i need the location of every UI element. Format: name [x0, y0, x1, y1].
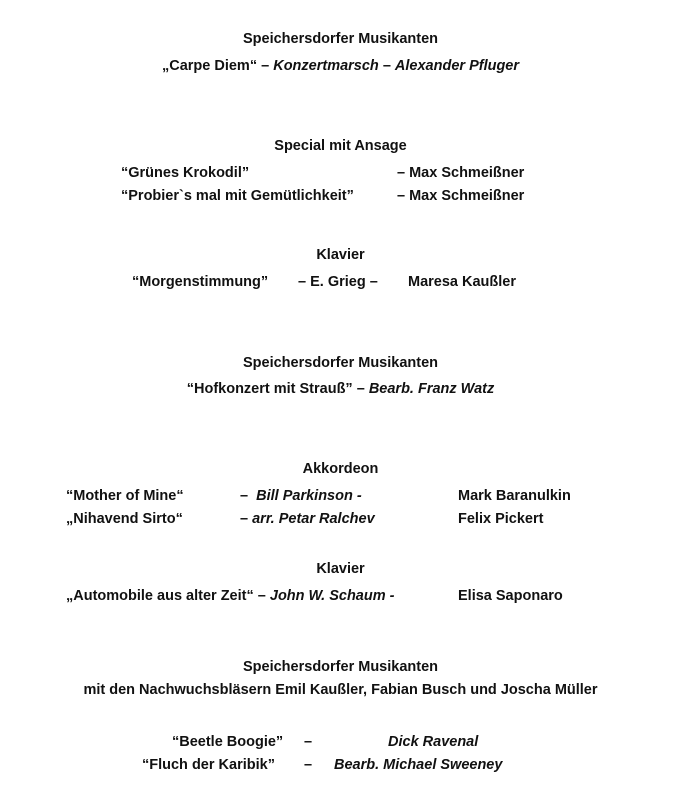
separator: – — [257, 588, 266, 604]
separator: – — [304, 734, 313, 750]
section-heading: Speichersdorfer Musikanten — [243, 355, 438, 371]
section-heading: Speichersdorfer Musikanten — [243, 31, 438, 47]
piece-title: „Carpe Diem“ — [161, 58, 258, 74]
piece-title: “Mother of Mine“ — [66, 488, 184, 504]
separator: – — [240, 511, 249, 527]
arranger: Bearb. Franz Watz — [368, 381, 495, 397]
separator: – — [382, 58, 391, 74]
piece-title: “Fluch der Karibik” — [142, 757, 275, 773]
separator: – — [240, 488, 249, 504]
composer: Bill Parkinson - — [256, 488, 362, 504]
composer: – Max Schmeißner — [397, 188, 525, 204]
piece-title: “Grünes Krokodil” — [121, 165, 250, 181]
composer: Alexander Pfluger — [394, 58, 520, 74]
composer: – E. Grieg – — [298, 274, 378, 290]
composer: – Max Schmeißner — [397, 165, 525, 181]
program-line — [0, 57, 681, 75]
section-heading: Special mit Ansage — [274, 138, 407, 154]
separator: – — [356, 381, 365, 397]
section-heading: Klavier — [316, 561, 365, 577]
composer: arr. Petar Ralchev — [252, 511, 375, 527]
separator: – — [304, 757, 313, 773]
piece-genre: Konzertmarsch — [273, 58, 379, 74]
program-line — [66, 587, 394, 605]
piece-title: “Beetle Boogie” — [172, 734, 284, 750]
performer: Mark Baranulkin — [458, 488, 571, 504]
section-heading: Klavier — [316, 247, 365, 263]
program-line — [0, 380, 681, 398]
piece-title: “Probier`s mal mit Gemütlichkeit” — [121, 188, 354, 204]
performer: Elisa Saponaro — [458, 588, 563, 604]
composer: Bearb. Michael Sweeney — [334, 757, 503, 773]
piece-title: “Hofkonzert mit Strauß” — [186, 381, 353, 397]
piece-title: “Morgenstimmung” — [132, 274, 269, 290]
piece-title: „Nihavend Sirto“ — [66, 511, 183, 527]
separator: – — [261, 58, 270, 74]
performer: Maresa Kaußler — [408, 274, 516, 290]
composer: John W. Schaum - — [269, 588, 395, 604]
composer: Dick Ravenal — [388, 734, 479, 750]
section-heading: Speichersdorfer Musikanten — [243, 659, 438, 675]
piece-title: „Automobile aus alter Zeit“ — [66, 588, 254, 604]
credit — [240, 487, 362, 505]
performer: Felix Pickert — [458, 511, 544, 527]
section-heading: Akkordeon — [302, 461, 379, 477]
credit — [240, 510, 375, 528]
section-subheading: mit den Nachwuchsbläsern Emil Kaußler, Fabian Busch und Joscha Müller — [83, 682, 598, 698]
